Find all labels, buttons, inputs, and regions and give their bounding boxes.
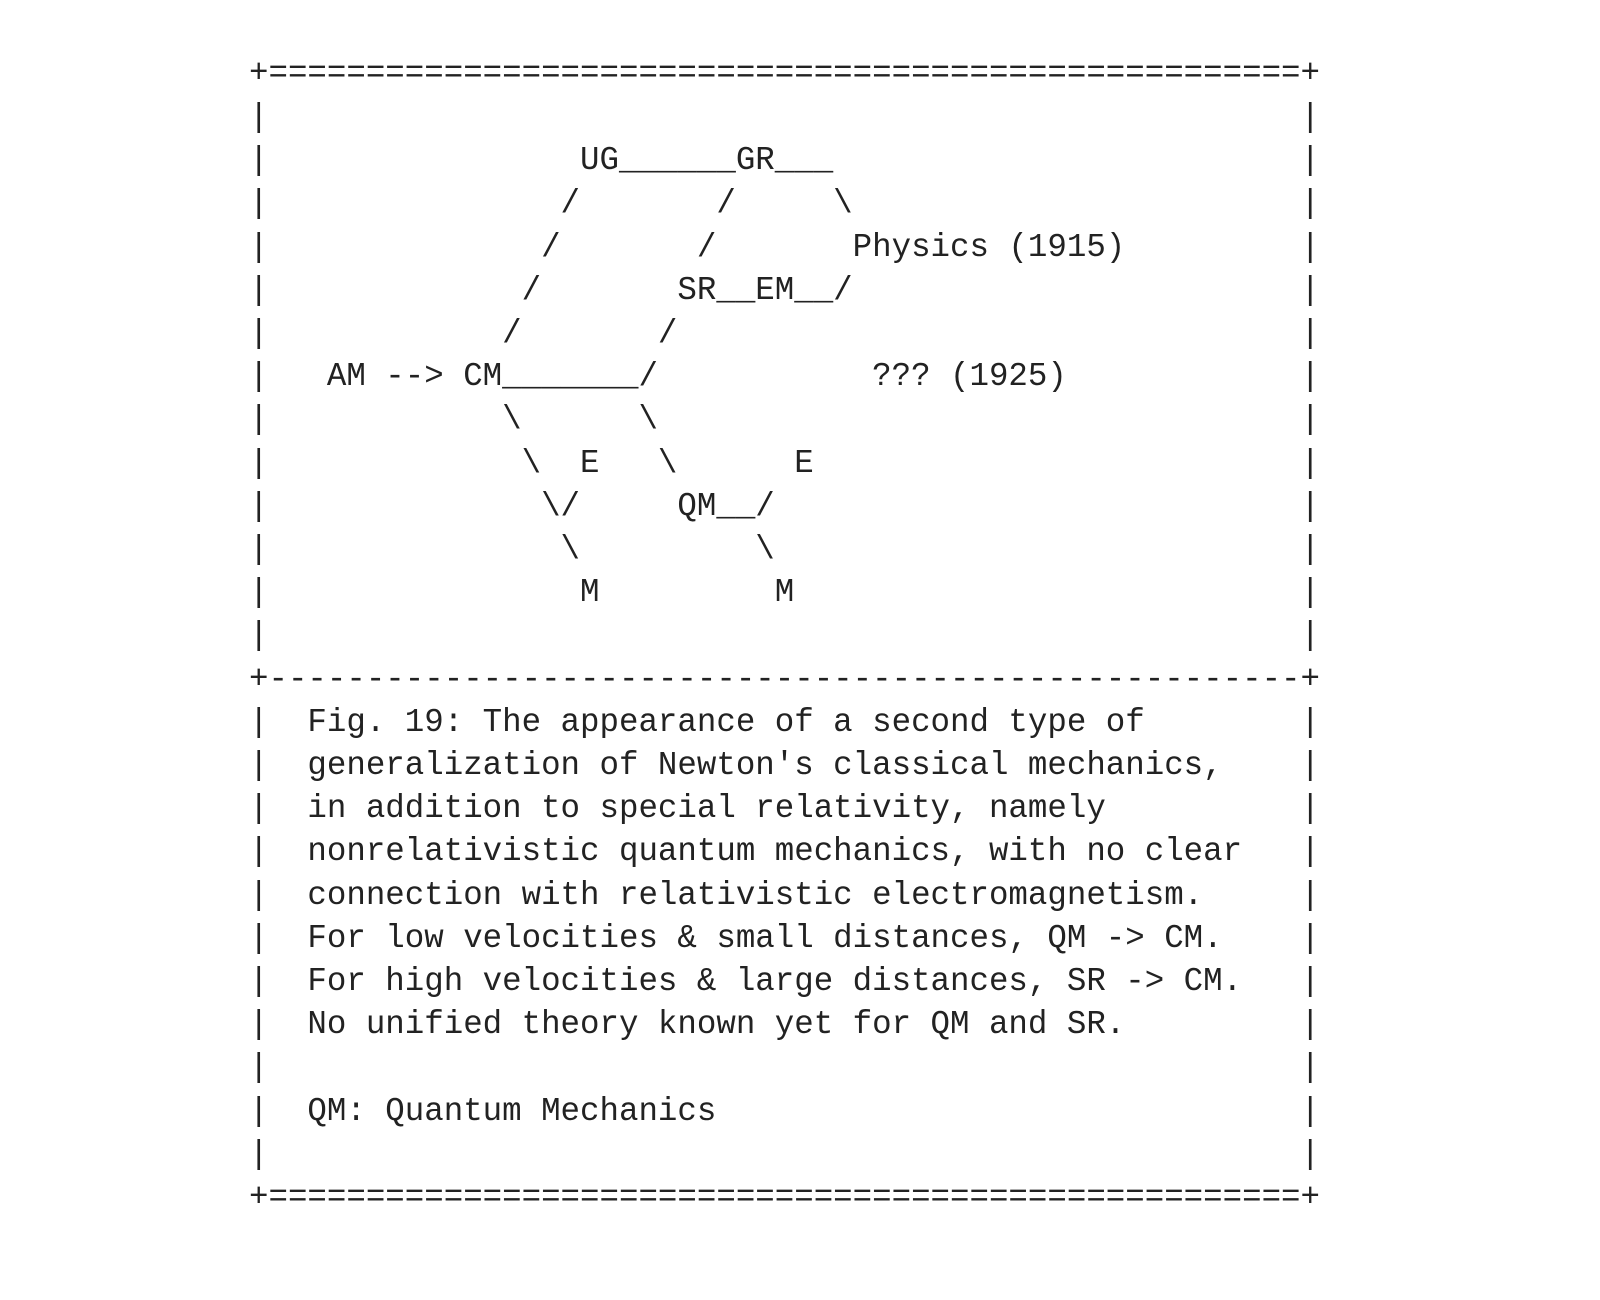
section-divider: +-----------------------------------------------------+ — [249, 661, 1320, 698]
diagram-line: | | — [249, 99, 1320, 136]
diagram-line: | \ \ | — [249, 531, 1320, 568]
diagram-line: | AM --> CM_______/ ??? (1925) | — [249, 358, 1320, 395]
caption-line: | connection with relativistic electromagnetism. | — [249, 877, 1320, 914]
legend-line: | QM: Quantum Mechanics | — [249, 1093, 1320, 1130]
diagram-line: | M M | — [249, 574, 1320, 611]
bottom-border: +=====================================================+ — [249, 1179, 1320, 1216]
diagram-line: | UG______GR___ | — [249, 142, 1320, 179]
diagram-line: | \/ QM__/ | — [249, 488, 1320, 525]
diagram-line: | / / | — [249, 315, 1320, 352]
caption-line: | | — [249, 1049, 1320, 1086]
diagram-line: | / / \ | — [249, 185, 1320, 222]
caption-line: | nonrelativistic quantum mechanics, with no clear | — [249, 833, 1320, 870]
diagram-line: | \ E \ E | — [249, 445, 1320, 482]
caption-line: | No unified theory known yet for QM and SR. | — [249, 1006, 1320, 1043]
top-border: +=====================================================+ — [249, 55, 1320, 92]
caption-line: | For low velocities & small distances, QM -> CM. | — [249, 920, 1320, 957]
diagram-line: | / SR__EM__/ | — [249, 272, 1320, 309]
diagram-line: | | — [249, 617, 1320, 654]
diagram-line: | / / Physics (1915) | — [249, 229, 1320, 266]
caption-line: | in addition to special relativity, namely | — [249, 790, 1320, 827]
caption-line: | Fig. 19: The appearance of a second type of | — [249, 704, 1320, 741]
caption-line: | For high velocities & large distances, SR -> CM. | — [249, 963, 1320, 1000]
caption-line: | | — [249, 1136, 1320, 1173]
caption-line: | generalization of Newton's classical mechanics, | — [249, 747, 1320, 784]
diagram-line: | \ \ | — [249, 401, 1320, 438]
